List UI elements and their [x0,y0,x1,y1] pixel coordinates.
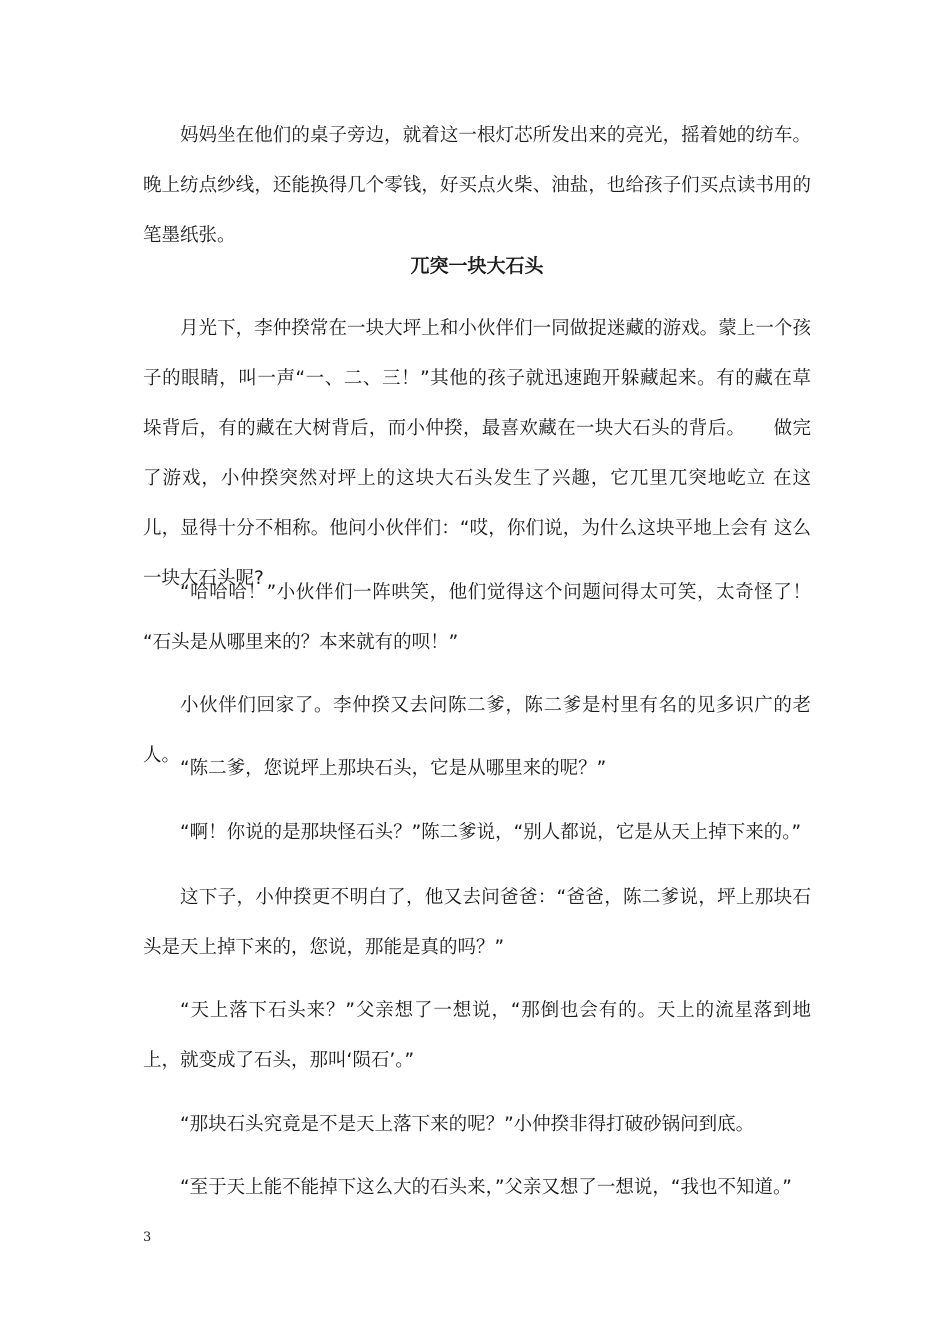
section-heading: 兀突一块大石头 [410,255,544,277]
paragraph-ask-chen-erdie: 小伙伴们回家了。李仲揆又去问陈二爹，陈二爹是村里有名的见多识广的老人。 [143,695,811,766]
paragraph-question-chen: “陈二爹，您说坪上那块石头，它是从哪里来的呢？” [180,758,607,779]
paragraph-hide-and-seek: 月光下，李仲揆常在一块大坪上和小伙伴们一同做捉迷藏的游戏。蒙上一个孩 子的眼睛，叫一声“一、二、三！”其他的孩子就迅速跑开躲藏起来。有的藏在草 垛背后，有的藏在大树背后，而小仲揆，最喜欢藏在一块大石头的背后。 做完了游戏，小仲揆突然对坪上的这块大石头发生了兴趣，它兀里兀突地屹立 在这儿，显得十分不相称。他问小伙伴们：“哎，你们说，为什么这块平地上会有 这么一块大石头呢? [143,318,811,589]
paragraph-friends-laugh: “哈哈哈！”小伙伴们一阵哄笑，他们觉得这个问题问得太可笑，太奇怪了！ “石头是从哪里来的？本来就有的呗！” [143,582,811,653]
paragraph-spinning-wheel: 妈妈坐在他们的桌子旁边，就着这一根灯芯所发出来的亮光，摇着她的纺车。晚上纺点纱线，还能换得几个零钱，好买点火柴、油盐，也给孩子们买点读书用的笔墨纸张。 [143,125,811,246]
paragraph-father-meteorite: “天上落下石头来？”父亲想了一想说，“那倒也会有的。天上的流星落到地上，就变成了石头，那叫‘陨石’。” [143,1000,811,1071]
paragraph-father-dont-know: “至于天上能不能掉下这么大的石头来，”父亲又想了一想说，“我也不知道。” [180,1177,792,1198]
paragraph-chen-answer: “啊！你说的是那块怪石头？”陈二爹说，“别人都说，它是从天上掉下来的。” [180,822,802,843]
paragraph-ask-father: 这下子，小仲揆更不明白了，他又去问爸爸：“爸爸，陈二爹说，坪上那块石头是天上掉下来的，您说，那能是真的吗？” [143,887,811,958]
page-number: 3 [143,1230,152,1245]
paragraph-keep-asking: “那块石头究竟是不是天上落下来的呢？”小仲揆非得打破砂锅问到底。 [180,1114,755,1135]
